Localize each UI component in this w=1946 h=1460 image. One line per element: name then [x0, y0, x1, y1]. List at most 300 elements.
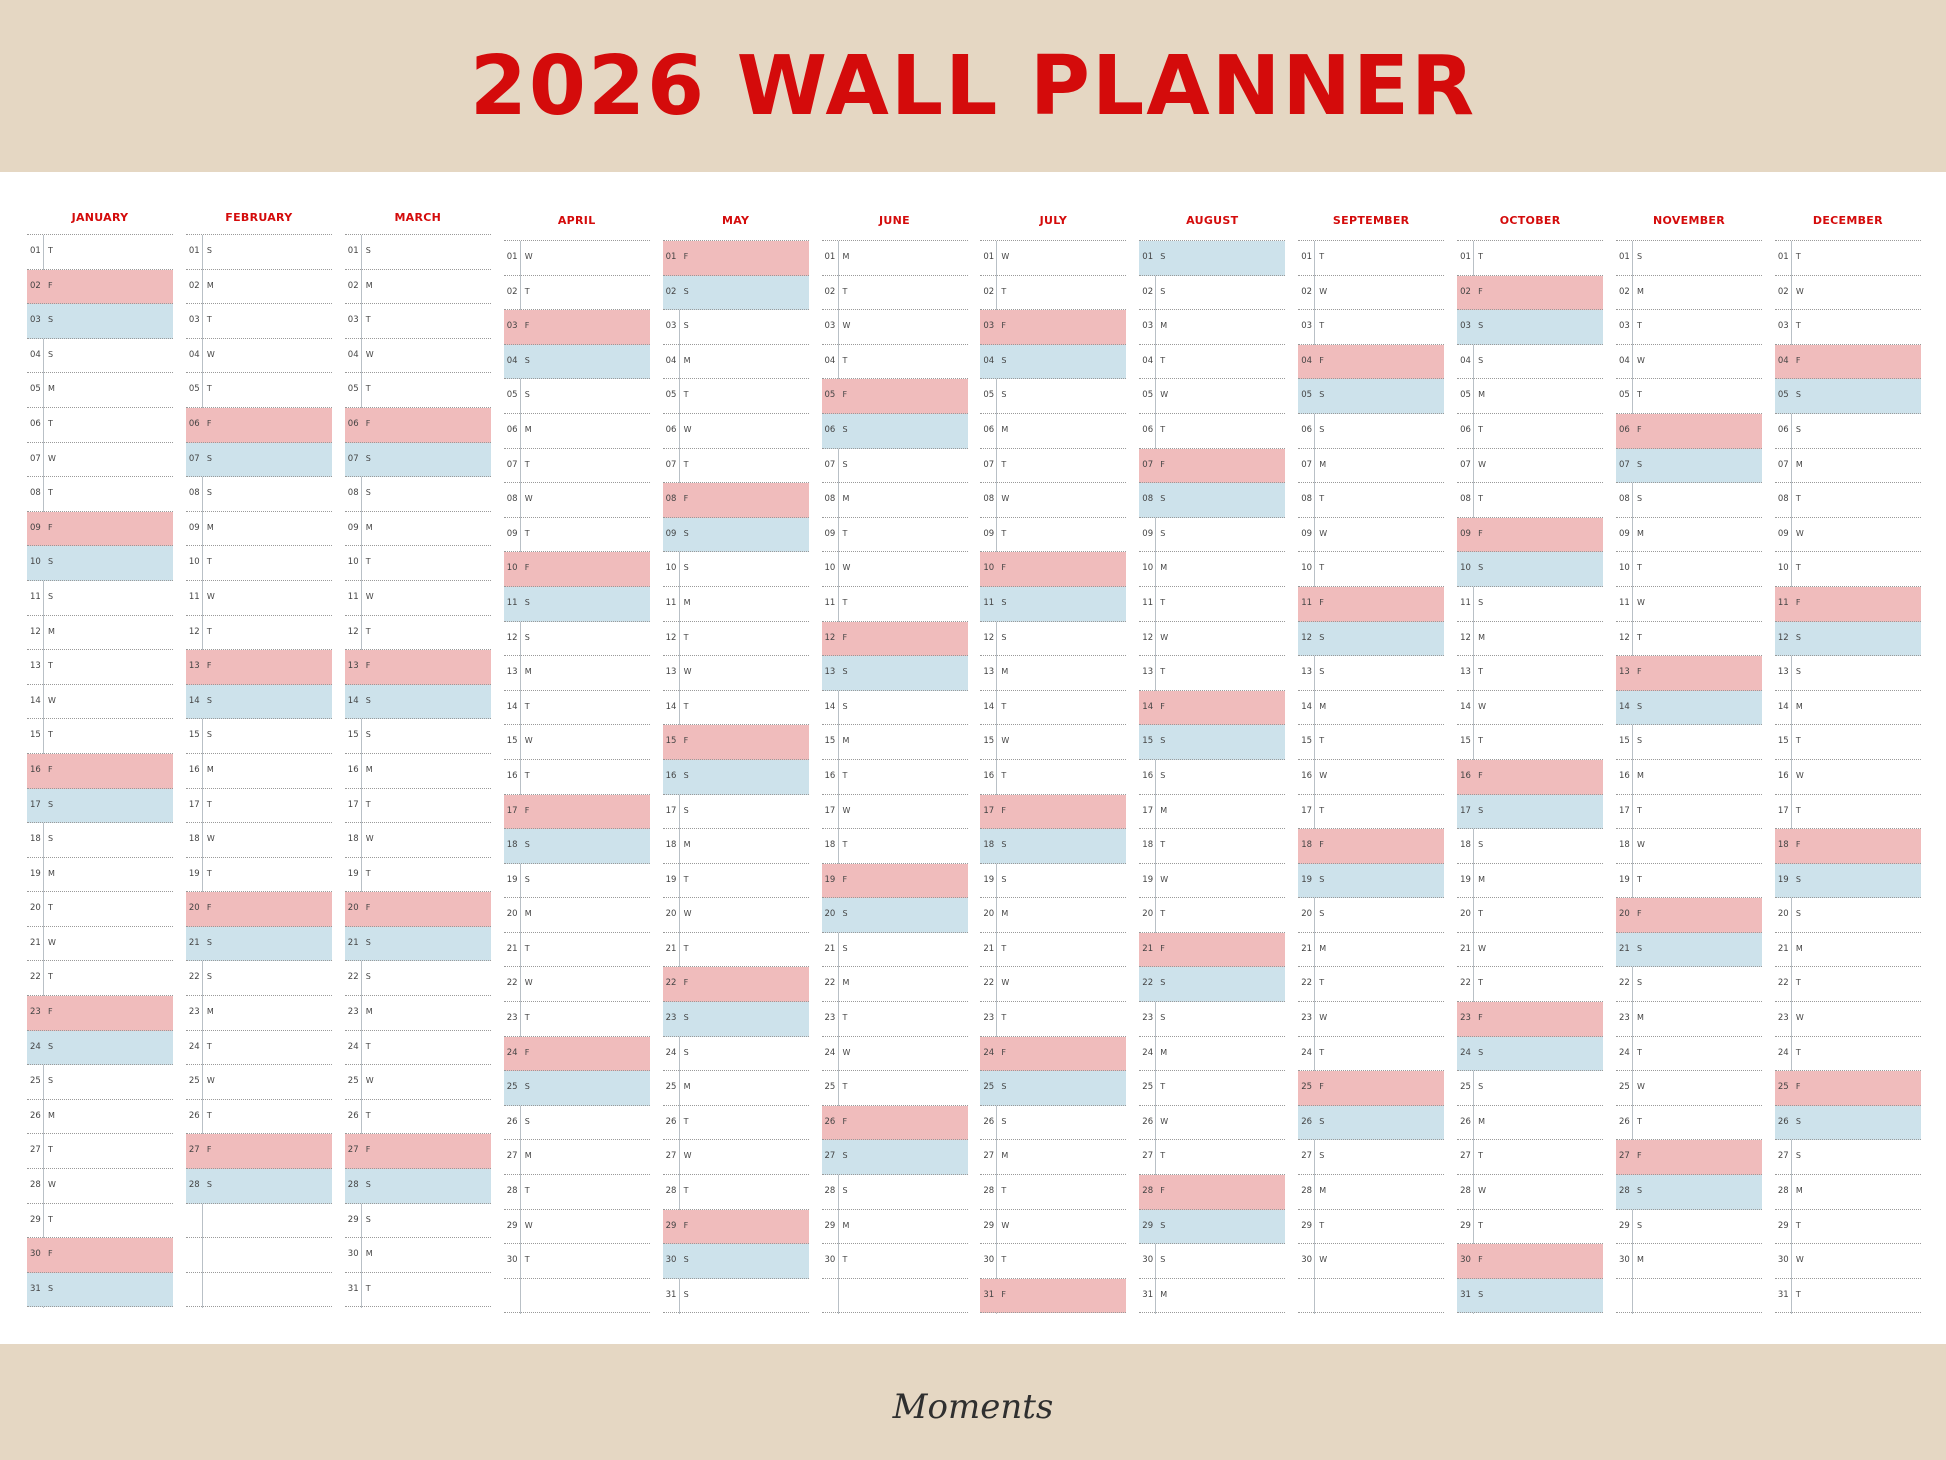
day-row[interactable] [504, 933, 650, 968]
day-row[interactable] [1298, 760, 1444, 795]
day-row[interactable] [345, 1065, 491, 1100]
day-row[interactable] [1139, 933, 1285, 968]
day-row[interactable] [1775, 1244, 1921, 1279]
day-row[interactable] [663, 760, 809, 795]
day-row[interactable] [1457, 829, 1603, 864]
day-row[interactable] [663, 691, 809, 726]
day-row[interactable] [1139, 898, 1285, 933]
day-row[interactable] [1775, 691, 1921, 726]
day-row[interactable] [186, 616, 332, 651]
day-row[interactable] [822, 933, 968, 968]
day-row[interactable] [1616, 725, 1762, 760]
day-row[interactable] [1616, 967, 1762, 1002]
day-row[interactable] [1775, 379, 1921, 414]
day-row[interactable] [1139, 518, 1285, 553]
day-row[interactable] [1775, 1002, 1921, 1037]
day-row[interactable] [27, 685, 173, 720]
day-row[interactable] [663, 656, 809, 691]
day-row[interactable] [1616, 414, 1762, 449]
day-row[interactable] [27, 339, 173, 374]
day-row[interactable] [822, 414, 968, 449]
day-row[interactable] [663, 967, 809, 1002]
day-row[interactable] [27, 581, 173, 616]
day-row[interactable] [1775, 967, 1921, 1002]
day-row[interactable] [1616, 829, 1762, 864]
day-row[interactable] [980, 276, 1126, 311]
day-row[interactable] [186, 581, 332, 616]
day-row[interactable] [822, 1037, 968, 1072]
day-row[interactable] [980, 414, 1126, 449]
day-row[interactable] [27, 1204, 173, 1239]
day-row[interactable] [1775, 795, 1921, 830]
day-row[interactable] [1616, 1175, 1762, 1210]
day-row[interactable] [1457, 1037, 1603, 1072]
day-row[interactable] [1775, 1106, 1921, 1141]
day-row[interactable] [1457, 898, 1603, 933]
day-row[interactable] [186, 546, 332, 581]
day-row[interactable] [27, 616, 173, 651]
day-row[interactable] [1298, 483, 1444, 518]
day-row[interactable] [1139, 864, 1285, 899]
day-row[interactable] [1457, 345, 1603, 380]
day-row[interactable] [1616, 1037, 1762, 1072]
day-row[interactable] [1775, 414, 1921, 449]
day-row[interactable] [1298, 1071, 1444, 1106]
day-row[interactable] [186, 685, 332, 720]
day-row[interactable] [345, 961, 491, 996]
day-row[interactable] [1298, 967, 1444, 1002]
day-row[interactable] [1139, 967, 1285, 1002]
day-row[interactable] [822, 898, 968, 933]
day-row[interactable] [186, 1134, 332, 1169]
day-row[interactable] [980, 1244, 1126, 1279]
day-row[interactable] [663, 1210, 809, 1245]
day-row[interactable] [345, 512, 491, 547]
day-row[interactable] [1298, 691, 1444, 726]
day-row[interactable] [27, 373, 173, 408]
day-row[interactable] [27, 235, 173, 270]
day-row[interactable] [1457, 241, 1603, 276]
day-row[interactable] [504, 1037, 650, 1072]
day-row[interactable] [980, 656, 1126, 691]
day-row[interactable] [186, 512, 332, 547]
day-row[interactable] [822, 518, 968, 553]
day-row[interactable] [504, 379, 650, 414]
day-row[interactable] [186, 270, 332, 305]
day-row[interactable] [663, 1140, 809, 1175]
day-row[interactable] [186, 443, 332, 478]
day-row[interactable] [1457, 864, 1603, 899]
day-row[interactable] [663, 864, 809, 899]
day-row[interactable] [822, 1140, 968, 1175]
day-row[interactable] [186, 996, 332, 1031]
day-row[interactable] [1616, 379, 1762, 414]
day-row[interactable] [504, 691, 650, 726]
day-row[interactable] [504, 1106, 650, 1141]
day-row[interactable] [504, 795, 650, 830]
day-row[interactable] [186, 1031, 332, 1066]
day-row[interactable] [980, 241, 1126, 276]
day-row[interactable] [1616, 656, 1762, 691]
day-row[interactable] [663, 795, 809, 830]
day-row[interactable] [1457, 656, 1603, 691]
day-row[interactable] [663, 725, 809, 760]
day-row[interactable] [345, 685, 491, 720]
day-row[interactable] [27, 443, 173, 478]
day-row[interactable] [1298, 1210, 1444, 1245]
day-row[interactable] [1298, 345, 1444, 380]
day-row[interactable] [822, 829, 968, 864]
day-row[interactable] [345, 616, 491, 651]
day-row[interactable] [27, 650, 173, 685]
day-row[interactable] [663, 622, 809, 657]
day-row[interactable] [1457, 1210, 1603, 1245]
day-row[interactable] [186, 1065, 332, 1100]
day-row[interactable] [1139, 656, 1285, 691]
day-row[interactable] [980, 379, 1126, 414]
day-row[interactable] [186, 961, 332, 996]
day-row[interactable] [1298, 241, 1444, 276]
day-row[interactable] [186, 858, 332, 893]
day-row[interactable] [980, 1279, 1126, 1314]
day-row[interactable] [1457, 691, 1603, 726]
day-row[interactable] [27, 408, 173, 443]
day-row[interactable] [980, 552, 1126, 587]
day-row[interactable] [663, 1175, 809, 1210]
day-row[interactable] [186, 304, 332, 339]
day-row[interactable] [345, 408, 491, 443]
day-row[interactable] [1139, 483, 1285, 518]
day-row[interactable] [345, 996, 491, 1031]
day-row[interactable] [1616, 276, 1762, 311]
day-row[interactable] [186, 650, 332, 685]
day-row[interactable] [1298, 622, 1444, 657]
day-row[interactable] [1775, 449, 1921, 484]
day-row[interactable] [1457, 1140, 1603, 1175]
day-row[interactable] [980, 1210, 1126, 1245]
day-row[interactable] [27, 546, 173, 581]
day-row[interactable] [1298, 276, 1444, 311]
day-row[interactable] [27, 1100, 173, 1135]
day-row[interactable] [345, 1273, 491, 1308]
day-row[interactable] [1616, 864, 1762, 899]
day-row[interactable] [1616, 933, 1762, 968]
day-row[interactable] [980, 725, 1126, 760]
day-row[interactable] [980, 933, 1126, 968]
day-row[interactable] [1139, 829, 1285, 864]
day-row[interactable] [1298, 414, 1444, 449]
day-row[interactable] [822, 241, 968, 276]
day-row[interactable] [1298, 1140, 1444, 1175]
day-row[interactable] [1775, 1175, 1921, 1210]
day-row[interactable] [186, 235, 332, 270]
day-row[interactable] [27, 823, 173, 858]
day-row[interactable] [1298, 1002, 1444, 1037]
day-row[interactable] [345, 443, 491, 478]
day-row[interactable] [1139, 1071, 1285, 1106]
day-row[interactable] [186, 408, 332, 443]
day-row[interactable] [980, 1140, 1126, 1175]
day-row[interactable] [504, 552, 650, 587]
day-row[interactable] [1139, 1002, 1285, 1037]
day-row[interactable] [1775, 760, 1921, 795]
day-row[interactable] [822, 725, 968, 760]
day-row[interactable] [663, 1279, 809, 1314]
day-row[interactable] [663, 1244, 809, 1279]
day-row[interactable] [1616, 760, 1762, 795]
day-row[interactable] [980, 691, 1126, 726]
day-row[interactable] [1139, 1106, 1285, 1141]
day-row[interactable] [504, 1244, 650, 1279]
day-row[interactable] [1139, 310, 1285, 345]
day-row[interactable] [822, 1175, 968, 1210]
day-row[interactable] [980, 310, 1126, 345]
day-row[interactable] [1616, 310, 1762, 345]
day-row[interactable] [1298, 1106, 1444, 1141]
day-row[interactable] [504, 414, 650, 449]
day-row[interactable] [186, 477, 332, 512]
day-row[interactable] [186, 823, 332, 858]
day-row[interactable] [1616, 795, 1762, 830]
day-row[interactable] [27, 1169, 173, 1204]
day-row[interactable] [1616, 1210, 1762, 1245]
day-row[interactable] [980, 449, 1126, 484]
day-row[interactable] [345, 650, 491, 685]
day-row[interactable] [1775, 552, 1921, 587]
day-row[interactable] [1775, 241, 1921, 276]
day-row[interactable] [345, 1100, 491, 1135]
day-row[interactable] [1298, 725, 1444, 760]
day-row[interactable] [822, 379, 968, 414]
day-row[interactable] [345, 719, 491, 754]
day-row[interactable] [1775, 345, 1921, 380]
day-row[interactable] [504, 760, 650, 795]
day-row[interactable] [1139, 379, 1285, 414]
day-row[interactable] [822, 691, 968, 726]
day-row[interactable] [345, 754, 491, 789]
day-row[interactable] [345, 339, 491, 374]
day-row[interactable] [1775, 622, 1921, 657]
day-row[interactable] [27, 512, 173, 547]
day-row[interactable] [1298, 552, 1444, 587]
day-row[interactable] [663, 483, 809, 518]
day-row[interactable] [822, 656, 968, 691]
day-row[interactable] [980, 622, 1126, 657]
day-row[interactable] [1775, 518, 1921, 553]
day-row[interactable] [1457, 483, 1603, 518]
day-row[interactable] [663, 1037, 809, 1072]
day-row[interactable] [663, 1106, 809, 1141]
day-row[interactable] [822, 1244, 968, 1279]
day-row[interactable] [1139, 552, 1285, 587]
day-row[interactable] [345, 1238, 491, 1273]
day-row[interactable] [1457, 933, 1603, 968]
day-row[interactable] [1139, 587, 1285, 622]
day-row[interactable] [504, 967, 650, 1002]
day-row[interactable] [1775, 933, 1921, 968]
day-row[interactable] [1139, 725, 1285, 760]
day-row[interactable] [345, 270, 491, 305]
day-row[interactable] [1775, 1140, 1921, 1175]
day-row[interactable] [27, 270, 173, 305]
day-row[interactable] [27, 754, 173, 789]
day-row[interactable] [1457, 276, 1603, 311]
day-row[interactable] [1457, 518, 1603, 553]
day-row[interactable] [1298, 933, 1444, 968]
day-row[interactable] [1139, 760, 1285, 795]
day-row[interactable] [980, 760, 1126, 795]
day-row[interactable] [822, 622, 968, 657]
day-row[interactable] [1139, 449, 1285, 484]
day-row[interactable] [27, 961, 173, 996]
day-row[interactable] [980, 864, 1126, 899]
day-row[interactable] [27, 1134, 173, 1169]
day-row[interactable] [1298, 518, 1444, 553]
day-row[interactable] [1457, 552, 1603, 587]
day-row[interactable] [1298, 795, 1444, 830]
day-row[interactable] [822, 1210, 968, 1245]
day-row[interactable] [1457, 725, 1603, 760]
day-row[interactable] [980, 587, 1126, 622]
day-row[interactable] [1616, 1071, 1762, 1106]
day-row[interactable] [504, 864, 650, 899]
day-row[interactable] [663, 518, 809, 553]
day-row[interactable] [1775, 725, 1921, 760]
day-row[interactable] [27, 719, 173, 754]
day-row[interactable] [504, 276, 650, 311]
day-row[interactable] [186, 927, 332, 962]
day-row[interactable] [27, 1065, 173, 1100]
day-row[interactable] [1298, 898, 1444, 933]
day-row[interactable] [1139, 1244, 1285, 1279]
day-row[interactable] [663, 414, 809, 449]
day-row[interactable] [345, 581, 491, 616]
day-row[interactable] [1457, 967, 1603, 1002]
day-row[interactable] [504, 449, 650, 484]
day-row[interactable] [504, 1210, 650, 1245]
day-row[interactable] [1139, 1210, 1285, 1245]
day-row[interactable] [1457, 1071, 1603, 1106]
day-row[interactable] [504, 1071, 650, 1106]
day-row[interactable] [186, 892, 332, 927]
day-row[interactable] [980, 1106, 1126, 1141]
day-row[interactable] [1616, 483, 1762, 518]
day-row[interactable] [822, 552, 968, 587]
day-row[interactable] [1775, 587, 1921, 622]
day-row[interactable] [822, 760, 968, 795]
day-row[interactable] [1616, 449, 1762, 484]
day-row[interactable] [1298, 310, 1444, 345]
day-row[interactable] [1616, 622, 1762, 657]
day-row[interactable] [663, 1071, 809, 1106]
day-row[interactable] [504, 241, 650, 276]
day-row[interactable] [1775, 898, 1921, 933]
day-row[interactable] [1616, 241, 1762, 276]
day-row[interactable] [1298, 1037, 1444, 1072]
day-row[interactable] [980, 483, 1126, 518]
day-row[interactable] [1775, 310, 1921, 345]
day-row[interactable] [663, 449, 809, 484]
day-row[interactable] [1298, 1244, 1444, 1279]
day-row[interactable] [1457, 379, 1603, 414]
day-row[interactable] [345, 789, 491, 824]
day-row[interactable] [27, 477, 173, 512]
day-row[interactable] [345, 927, 491, 962]
day-row[interactable] [186, 373, 332, 408]
day-row[interactable] [345, 823, 491, 858]
day-row[interactable] [504, 483, 650, 518]
day-row[interactable] [1616, 518, 1762, 553]
day-row[interactable] [1457, 1106, 1603, 1141]
day-row[interactable] [822, 276, 968, 311]
day-row[interactable] [345, 1031, 491, 1066]
day-row[interactable] [1775, 1071, 1921, 1106]
day-row[interactable] [1775, 656, 1921, 691]
day-row[interactable] [27, 304, 173, 339]
day-row[interactable] [980, 898, 1126, 933]
day-row[interactable] [822, 795, 968, 830]
day-row[interactable] [345, 373, 491, 408]
day-row[interactable] [663, 587, 809, 622]
day-row[interactable] [1457, 622, 1603, 657]
day-row[interactable] [1616, 898, 1762, 933]
day-row[interactable] [345, 235, 491, 270]
day-row[interactable] [822, 1002, 968, 1037]
day-row[interactable] [663, 345, 809, 380]
day-row[interactable] [1457, 1279, 1603, 1314]
day-row[interactable] [1298, 656, 1444, 691]
day-row[interactable] [1139, 1037, 1285, 1072]
day-row[interactable] [822, 864, 968, 899]
day-row[interactable] [27, 927, 173, 962]
day-row[interactable] [345, 892, 491, 927]
day-row[interactable] [504, 898, 650, 933]
day-row[interactable] [1139, 1140, 1285, 1175]
day-row[interactable] [980, 1071, 1126, 1106]
day-row[interactable] [980, 795, 1126, 830]
day-row[interactable] [1775, 1210, 1921, 1245]
day-row[interactable] [663, 1002, 809, 1037]
day-row[interactable] [504, 725, 650, 760]
day-row[interactable] [1457, 449, 1603, 484]
day-row[interactable] [1616, 1244, 1762, 1279]
day-row[interactable] [1616, 1106, 1762, 1141]
day-row[interactable] [1139, 414, 1285, 449]
day-row[interactable] [345, 1134, 491, 1169]
day-row[interactable] [186, 754, 332, 789]
day-row[interactable] [27, 996, 173, 1031]
day-row[interactable] [663, 933, 809, 968]
day-row[interactable] [345, 477, 491, 512]
day-row[interactable] [980, 1175, 1126, 1210]
day-row[interactable] [1457, 1002, 1603, 1037]
day-row[interactable] [1457, 414, 1603, 449]
day-row[interactable] [504, 345, 650, 380]
day-row[interactable] [1298, 587, 1444, 622]
day-row[interactable] [345, 546, 491, 581]
day-row[interactable] [1139, 276, 1285, 311]
day-row[interactable] [663, 552, 809, 587]
day-row[interactable] [504, 829, 650, 864]
day-row[interactable] [663, 241, 809, 276]
day-row[interactable] [27, 892, 173, 927]
day-row[interactable] [663, 829, 809, 864]
day-row[interactable] [186, 339, 332, 374]
day-row[interactable] [1457, 310, 1603, 345]
day-row[interactable] [1616, 587, 1762, 622]
day-row[interactable] [504, 1140, 650, 1175]
day-row[interactable] [980, 1002, 1126, 1037]
